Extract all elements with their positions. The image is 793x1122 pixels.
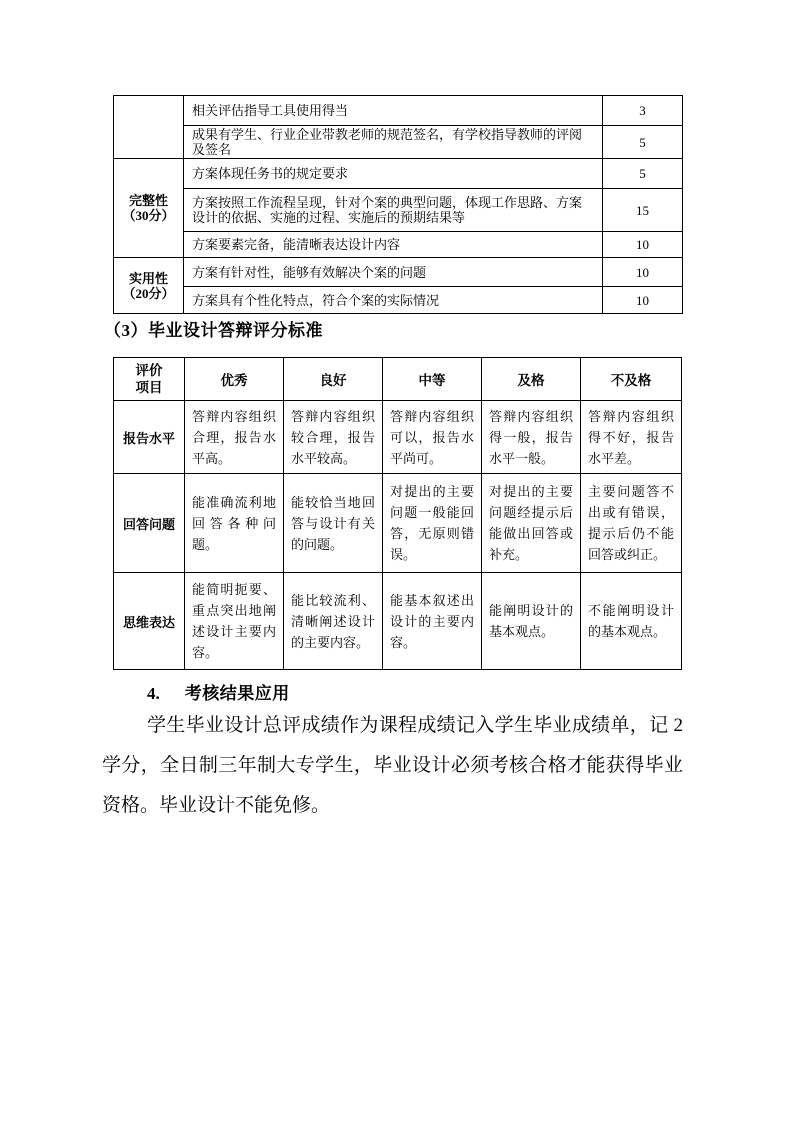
score-cell: 10 (603, 258, 683, 287)
table-row (114, 258, 683, 287)
section-heading-result-application (147, 679, 290, 704)
group-cell-empty (114, 96, 184, 159)
section-title: 考核结果应用 (184, 684, 290, 703)
section-number: 4. (147, 684, 160, 703)
paragraph-line: 学生毕业设计总评成绩作为课程成绩记入学生毕业成绩单，记 2 (147, 715, 683, 736)
criterion-cell: 方案有针对性，能够有效解决个案的问题 (184, 258, 603, 287)
criterion-cell: 成果有学生、行业企业带教老师的规范签名，有学校指导教师的评阅及签名 (184, 126, 603, 159)
criterion-cell: 方案具有个性化特点，符合个案的实际情况 (184, 287, 603, 314)
group-label-line: 实用性 (128, 270, 168, 286)
section-heading-defense-rubric: （3）毕业设计答辩评分标准 (104, 321, 323, 340)
group-cell-practicality (114, 258, 184, 314)
rubric-cell: 答辩内容组织得一般，报告水平一般。 (482, 401, 581, 474)
score-cell: 5 (603, 159, 683, 189)
criterion-cell: 方案按照工作流程呈现，针对个案的典型问题，体现工作思路、方案设计的依据、实施的过程、实施后的预期结果等 (184, 189, 603, 232)
rubric-cell: 能简明扼要、重点突出地阐述设计主要内容。 (185, 573, 284, 670)
rubric-item-cell: 思维表达 (114, 573, 185, 670)
rubric-cell: 答辩内容组织合理，报告水平高。 (185, 401, 284, 474)
rubric-cell: 主要问题答不出或有错误，提示后仍不能回答或纠正。 (581, 474, 682, 573)
rubric-header-medium: 中等 (383, 358, 482, 401)
criterion-cell: 方案要素完备，能清晰表达设计内容 (184, 232, 603, 258)
table-row (114, 96, 683, 126)
rubric-header-excellent: 优秀 (185, 358, 284, 401)
rubric-header-pass: 及格 (482, 358, 581, 401)
score-cell: 10 (603, 232, 683, 258)
rubric-row-thought-expression (114, 573, 682, 670)
group-cell-completeness (114, 159, 184, 258)
body-paragraph (102, 706, 683, 826)
header-label-line: 项目 (135, 380, 163, 395)
rubric-header-fail: 不及格 (581, 358, 682, 401)
rubric-cell: 答辩内容组织较合理，报告水平较高。 (284, 401, 383, 474)
criterion-cell: 方案体现任务书的规定要求 (184, 159, 603, 189)
group-label-line: （30分） (122, 208, 175, 223)
table-row (114, 232, 683, 258)
score-cell: 15 (603, 189, 683, 232)
rubric-cell: 能准确流利地回答各种问题。 (185, 474, 284, 573)
paragraph-line: 学分，全日制三年制大专学生，毕业设计必须考核合格才能获得毕业 (102, 755, 683, 776)
rubric-cell: 能较恰当地回答与设计有关的问题。 (284, 474, 383, 573)
header-label-line: 评价 (135, 363, 163, 378)
table-row (114, 159, 683, 189)
rubric-cell: 对提出的主要问题一般能回答，无原则错误。 (383, 474, 482, 573)
rubric-header-row (114, 358, 682, 401)
rubric-row-report-level (114, 401, 682, 474)
rubric-row-answer-questions (114, 474, 682, 573)
rubric-item-cell: 报告水平 (114, 401, 185, 474)
rubric-item-cell: 回答问题 (114, 474, 185, 573)
score-cell: 5 (603, 126, 683, 159)
rubric-header-good: 良好 (284, 358, 383, 401)
table-row (114, 287, 683, 314)
rubric-cell: 对提出的主要问题经提示后能做出回答或补充。 (482, 474, 581, 573)
rubric-cell: 答辩内容组织可以，报告水平尚可。 (383, 401, 482, 474)
rubric-cell: 答辩内容组织得不好，报告水平差。 (581, 401, 682, 474)
paragraph-line: 资格。毕业设计不能免修。 (102, 795, 331, 816)
rubric-cell: 不能阐明设计的基本观点。 (581, 573, 682, 670)
rubric-cell: 能基本叙述出设计的主要内容。 (383, 573, 482, 670)
defense-rubric-table (113, 357, 682, 670)
scoring-criteria-table (113, 95, 683, 314)
score-cell: 10 (603, 287, 683, 314)
group-label-line: 完整性 (128, 193, 168, 208)
criterion-cell: 相关评估指导工具使用得当 (184, 96, 603, 126)
rubric-cell: 能阐明设计的基本观点。 (482, 573, 581, 670)
rubric-cell: 能比较流利、清晰阐述设计的主要内容。 (284, 573, 383, 670)
table-row (114, 126, 683, 159)
table-row (114, 189, 683, 232)
rubric-header-item (114, 358, 185, 401)
group-label-line: （20分） (122, 285, 175, 301)
score-cell: 3 (603, 96, 683, 126)
